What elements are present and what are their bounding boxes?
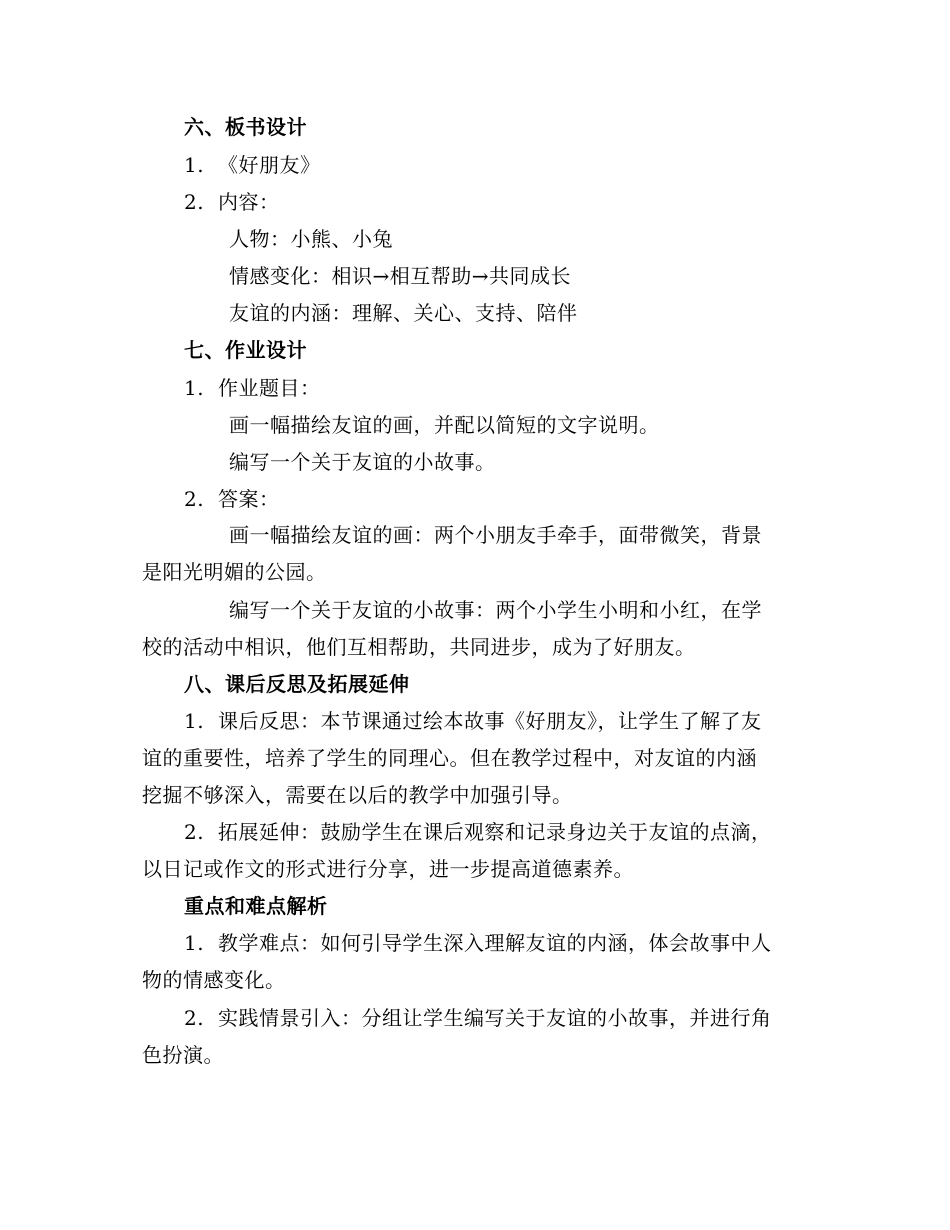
paragraph-line [184, 1005, 772, 1031]
sub-item: 编写一个关于友谊的小故事。 [229, 450, 496, 474]
list-text: 答案： [218, 487, 280, 511]
list-number: 2. [184, 820, 205, 844]
list-number: 1. [184, 709, 205, 733]
list-text: 教学难点：如何引导学生深入理解友谊的内涵，体会故事中人 [218, 931, 772, 955]
list-text: 内容： [218, 190, 280, 214]
paragraph-line: 校的活动中相识，他们互相帮助，共同进步，成为了好朋友。 [142, 635, 696, 659]
list-text: 拓展延伸：鼓励学生在课后观察和记录身边关于友谊的点滴， [218, 820, 772, 844]
sub-item: 画一幅描绘友谊的画，并配以简短的文字说明。 [229, 413, 660, 437]
paragraph-line [184, 930, 772, 956]
section-heading-key-points: 重点和难点解析 [184, 894, 328, 918]
paragraph-line: 编写一个关于友谊的小故事：两个小学生小明和小红，在学 [229, 598, 762, 622]
list-number: 1. [184, 376, 205, 400]
list-number: 1. [184, 931, 205, 955]
list-number: 1. [184, 153, 205, 177]
paragraph-line: 是阳光明媚的公园。 [142, 560, 327, 584]
paragraph-line: 挖掘不够深入，需要在以后的教学中加强引导。 [142, 783, 573, 807]
list-number: 2. [184, 190, 205, 214]
list-item [184, 152, 321, 178]
sub-item: 友谊的内涵：理解、关心、支持、陪伴 [229, 301, 578, 325]
sub-item: 情感变化：相识→相互帮助→共同成长 [229, 264, 572, 288]
list-text: 《好朋友》 [218, 153, 321, 177]
sub-item: 人物：小熊、小兔 [229, 227, 393, 251]
section-heading-reflection: 八、课后反思及拓展延伸 [184, 672, 410, 696]
paragraph-line: 以日记或作文的形式进行分享，进一步提高道德素养。 [142, 857, 634, 881]
list-item [184, 189, 280, 215]
list-text: 实践情景引入：分组让学生编写关于友谊的小故事，并进行角 [218, 1006, 772, 1030]
paragraph-line: 物的情感变化。 [142, 968, 286, 992]
paragraph-line [184, 708, 762, 734]
list-number: 2. [184, 487, 205, 511]
section-heading-homework-design: 七、作业设计 [184, 338, 307, 362]
list-text: 课后反思：本节课通过绘本故事《好朋友》，让学生了解了友 [218, 709, 762, 733]
paragraph-line: 谊的重要性，培养了学生的同理心。但在教学过程中，对友谊的内涵 [142, 746, 757, 770]
list-text: 作业题目： [218, 376, 321, 400]
paragraph-line [184, 819, 772, 845]
list-item [184, 375, 321, 401]
list-item [184, 486, 280, 512]
section-heading-board-design: 六、板书设计 [184, 115, 307, 139]
list-number: 2. [184, 1006, 205, 1030]
paragraph-line: 画一幅描绘友谊的画：两个小朋友手牵手，面带微笑，背景 [229, 523, 762, 547]
paragraph-line: 色扮演。 [142, 1043, 224, 1067]
